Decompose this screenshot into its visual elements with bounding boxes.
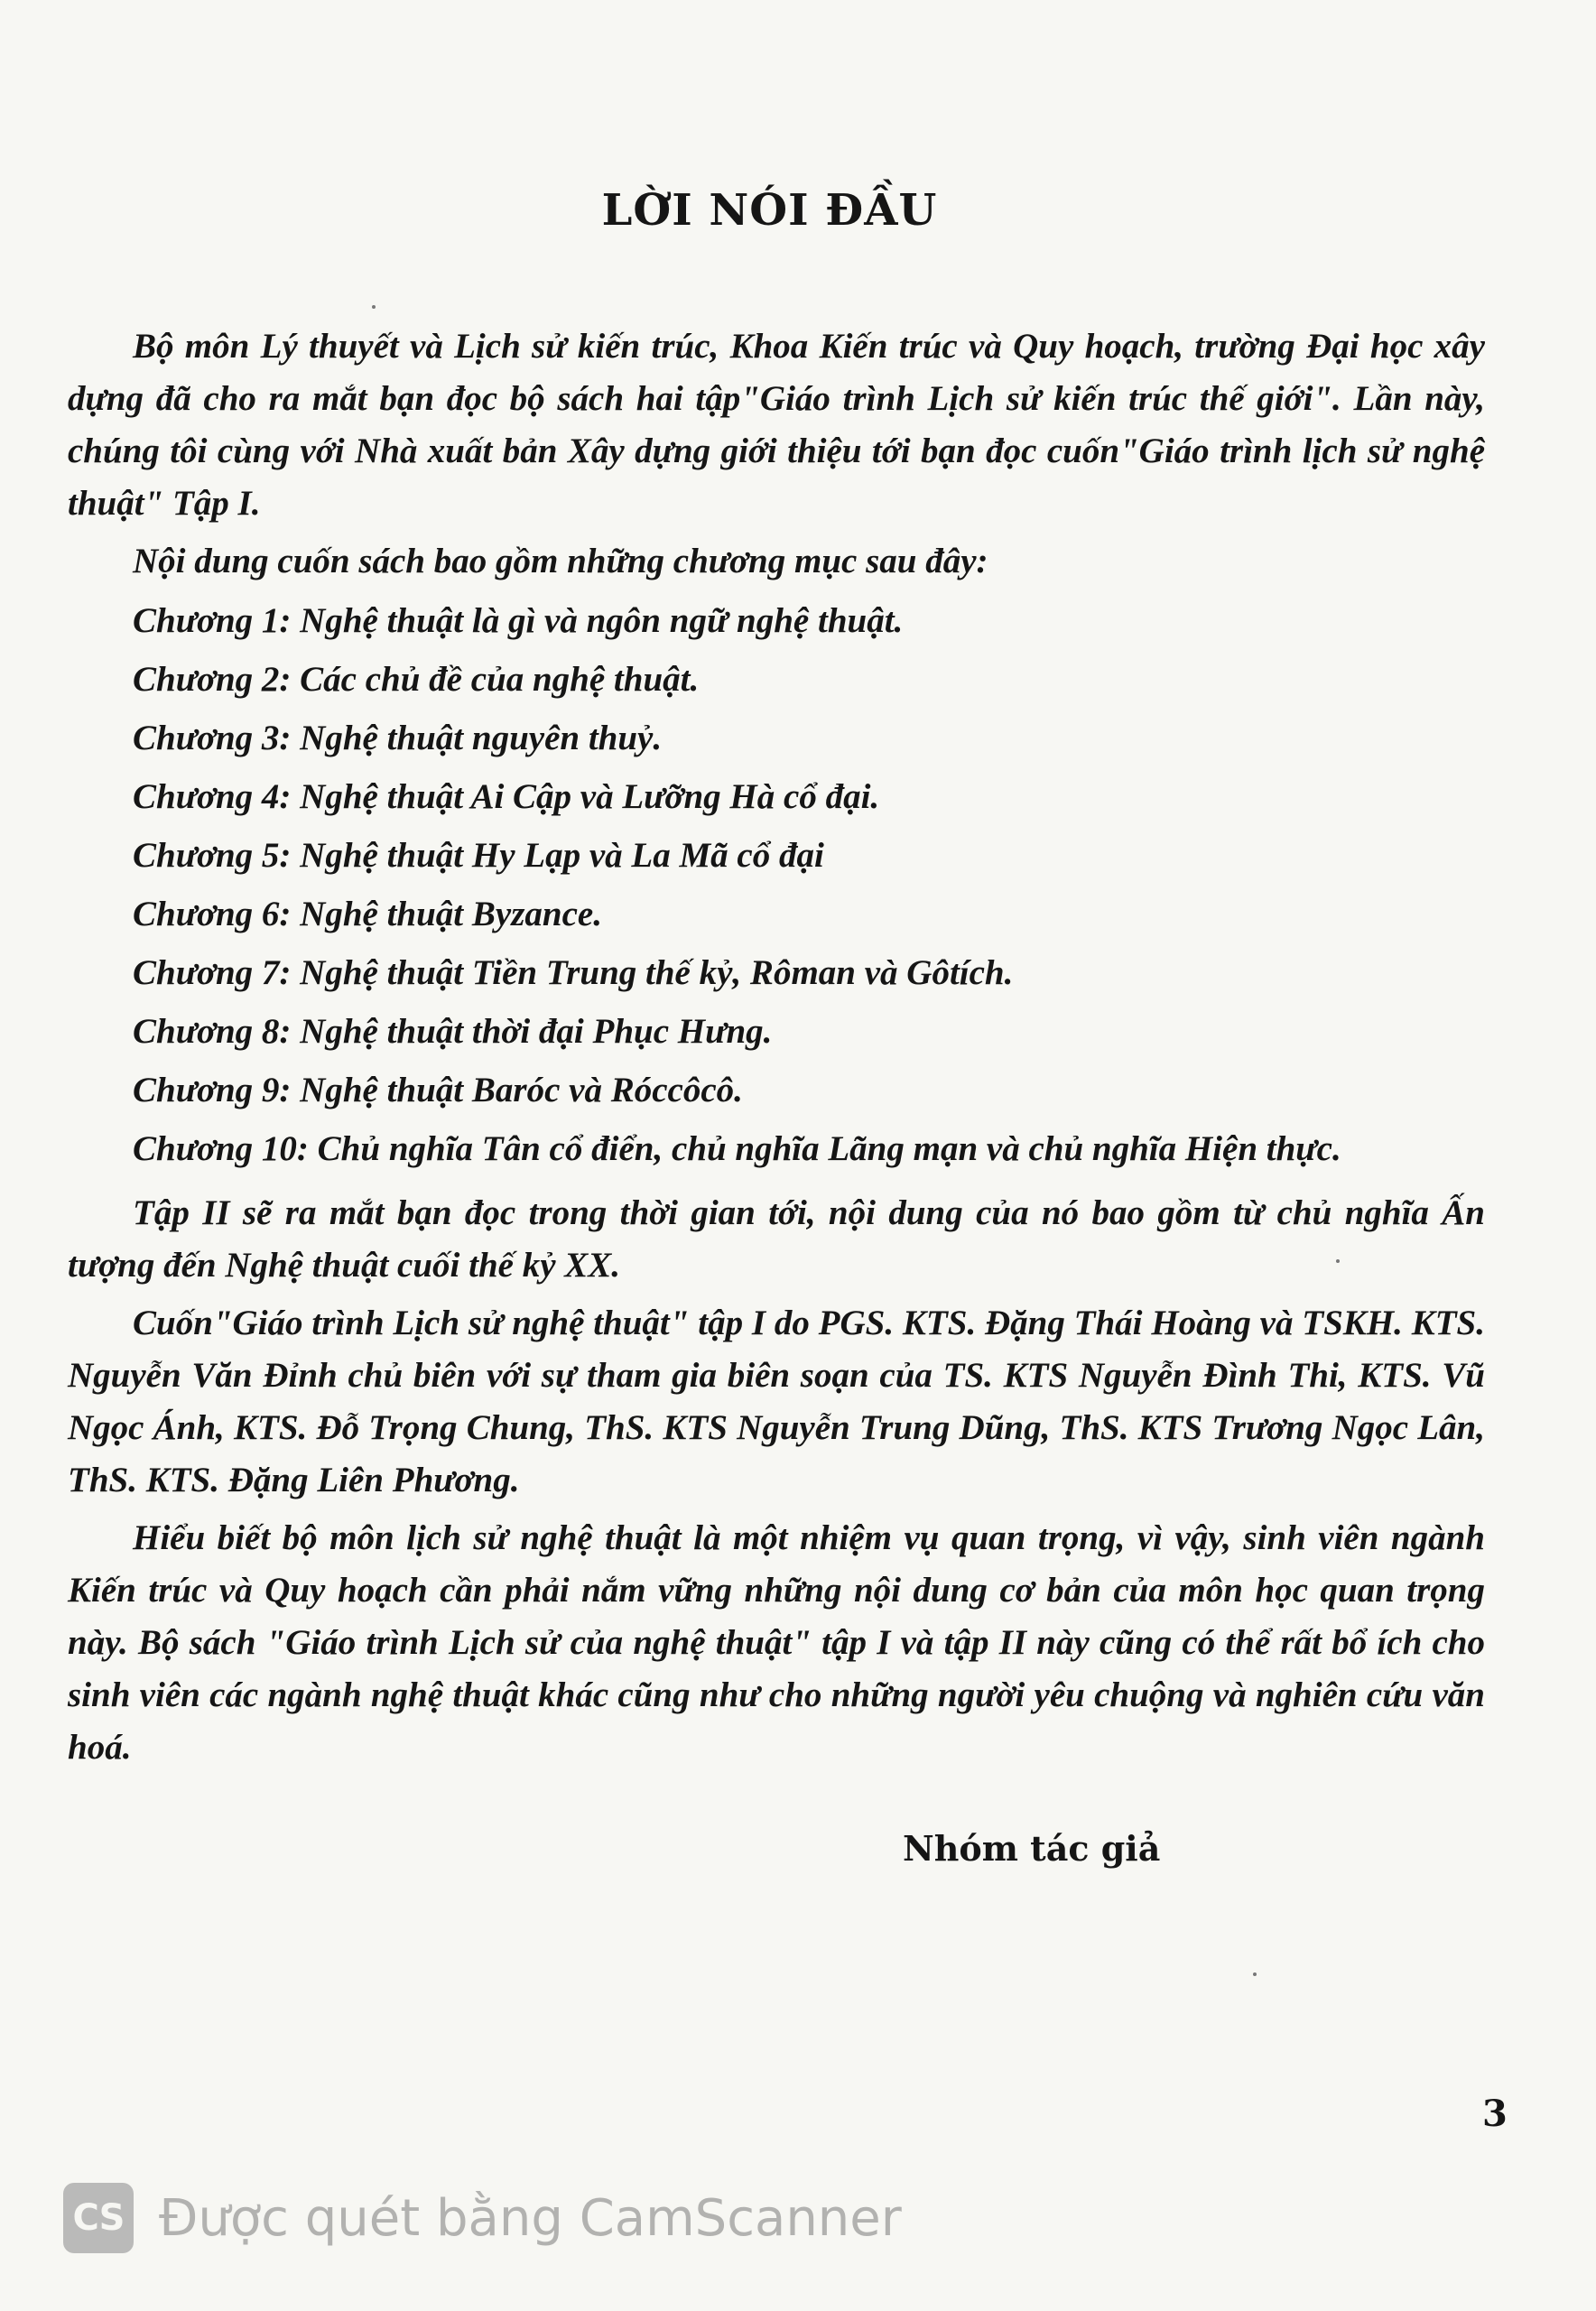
authors-paragraph: Cuốn"Giáo trình Lịch sử nghệ thuật" tập I do PGS. KTS. Đặng Thái Hoàng và TSKH. KTS. Nguyễn Văn Đỉnh chủ biên với sự tham gia biên soạn của TS. KTS Nguyễn Đình Thi, KTS. Vũ Ngọc Ánh, KTS. Đỗ Trọng Chung, ThS. KTS Nguyễn Trung Dũng, ThS. KTS Trương Ngọc Lân, ThS. KTS. Đặng Liên Phương. — [68, 1304, 1485, 1499]
contents-intro: Nội dung cuốn sách bao gồm những chương mục sau đây: — [133, 542, 988, 580]
chapter-list — [68, 591, 1485, 1178]
chapter-item: Chương 3: Nghệ thuật nguyên thuỷ. — [133, 719, 663, 757]
signature: Nhóm tác giả — [903, 1828, 1161, 1869]
chapter-item: Chương 6: Nghệ thuật Byzance. — [133, 895, 602, 933]
chapter-item: Chương 10: Chủ nghĩa Tân cổ điển, chủ nghĩa Lãng mạn và chủ nghĩa Hiện thực. — [133, 1129, 1341, 1168]
chapter-item: Chương 5: Nghệ thuật Hy Lạp và La Mã cổ đại — [133, 836, 824, 875]
page-number: 3 — [1482, 2093, 1508, 2135]
chapter-item: Chương 9: Nghệ thuật Baróc và Róccôcô. — [133, 1071, 743, 1109]
chapter-item: Chương 4: Nghệ thuật Ai Cập và Lưỡng Hà cổ đại. — [133, 777, 880, 816]
intro-paragraph: Bộ môn Lý thuyết và Lịch sử kiến trúc, Khoa Kiến trúc và Quy hoạch, trường Đại học xây dựng đã cho ra mắt bạn đọc bộ sách hai tập"Giáo trình Lịch sử kiến trúc thế giới". Lần này, chúng tôi cùng với Nhà xuất bản Xây dựng giới thiệu tới bạn đọc cuốn"Giáo trình lịch sử nghệ thuật" Tập I. — [68, 327, 1485, 523]
scan-speck — [1253, 1972, 1257, 1976]
watermark-text: Được quét bằng CamScanner — [159, 2188, 902, 2248]
document-body — [68, 320, 1485, 1779]
scan-speck — [1336, 1259, 1340, 1263]
scan-speck — [372, 305, 376, 309]
volume-two-paragraph: Tập II sẽ ra mắt bạn đọc trong thời gian tới, nội dung của nó bao gồm từ chủ nghĩa Ấn tượng đến Nghệ thuật cuối thế kỷ XX. — [68, 1193, 1485, 1285]
camscanner-watermark — [63, 2183, 902, 2253]
page-title: LỜI NÓI ĐẦU — [601, 185, 938, 236]
camscanner-logo-icon: CS — [63, 2183, 134, 2253]
chapter-item: Chương 2: Các chủ đề của nghệ thuật. — [133, 660, 700, 699]
chapter-item: Chương 7: Nghệ thuật Tiền Trung thế kỷ, Rôman và Gôtích. — [133, 953, 1014, 992]
closing-paragraph: Hiểu biết bộ môn lịch sử nghệ thuật là một nhiệm vụ quan trọng, vì vậy, sinh viên ngành Kiến trúc và Quy hoạch cần phải nắm vững những nội dung cơ bản của môn học quan trọng này. Bộ sách "Giáo trình Lịch sử của nghệ thuật" tập I và tập II này cũng có thể rất bổ ích cho sinh viên các ngành nghệ thuật khác cũng như cho những người yêu chuộng và nghiên cứu văn hoá. — [68, 1518, 1485, 1767]
chapter-item: Chương 1: Nghệ thuật là gì và ngôn ngữ nghệ thuật. — [133, 601, 904, 640]
chapter-item: Chương 8: Nghệ thuật thời đại Phục Hưng. — [133, 1012, 773, 1051]
